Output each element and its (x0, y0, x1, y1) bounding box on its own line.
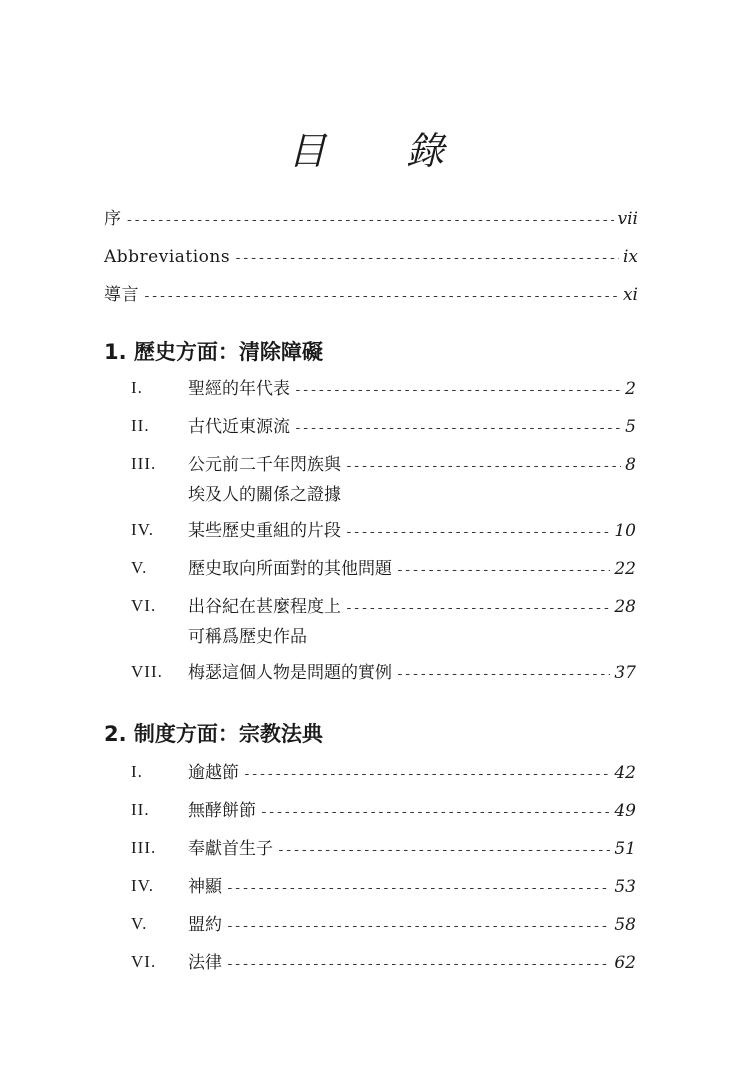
entry-title: 盟約 (188, 915, 222, 935)
leader-dots (345, 456, 621, 478)
toc-page-number: ix (622, 247, 638, 267)
entry-title: 法律 (188, 953, 222, 973)
leader-dots (294, 418, 621, 440)
entry-title-continuation: 埃及人的關係之證據 (188, 485, 341, 505)
entry-numeral: II. (131, 800, 150, 819)
entry-page-number: 10 (614, 521, 636, 541)
leader-dots (345, 522, 610, 544)
toc-label: 導言 (104, 285, 139, 305)
entry-title-continuation: 可稱爲歷史作品 (188, 627, 307, 647)
leader-dots (143, 286, 619, 308)
entry-numeral: I. (131, 762, 143, 781)
leader-dots (396, 560, 610, 582)
entry-page-number: 62 (614, 953, 636, 973)
entry-page-number: 49 (614, 801, 636, 821)
entry-numeral: IV. (131, 876, 154, 895)
entry-page-number: 58 (614, 915, 636, 935)
entry-title: 歷史取向所面對的其他問題 (188, 559, 392, 579)
section-heading: 2. 制度方面：宗教法典 (104, 722, 323, 746)
leader-dots (226, 878, 610, 900)
entry-title: 聖經的年代表 (188, 379, 290, 399)
entry-title: 神顯 (188, 877, 222, 897)
leader-dots (226, 916, 610, 938)
leader-dots (345, 598, 610, 620)
entry-numeral: III. (131, 454, 157, 473)
leader-dots (234, 248, 619, 270)
toc-label: Abbreviations (104, 247, 231, 267)
entry-numeral: V. (131, 558, 148, 577)
entry-title: 出谷紀在甚麼程度上 (188, 597, 341, 617)
entry-page-number: 51 (614, 839, 636, 859)
entry-numeral: VI. (131, 952, 157, 971)
entry-title: 公元前二千年閃族與 (188, 455, 341, 475)
entry-numeral: V. (131, 914, 148, 933)
entry-title: 古代近東源流 (188, 417, 290, 437)
leader-dots (243, 764, 610, 786)
leader-dots (260, 802, 610, 824)
leader-dots (294, 380, 621, 402)
entry-page-number: 5 (625, 417, 636, 437)
leader-dots (277, 840, 610, 862)
entry-numeral: II. (131, 416, 150, 435)
entry-page-number: 8 (625, 455, 636, 475)
toc-page-number: xi (622, 285, 638, 305)
section-heading: 1. 歷史方面：清除障礙 (104, 340, 323, 364)
page-title: 目 錄 (287, 129, 479, 173)
entry-page-number: 37 (614, 663, 636, 683)
entry-title: 梅瑟這個人物是問題的實例 (188, 663, 392, 683)
entry-page-number: 53 (614, 877, 636, 897)
entry-page-number: 22 (614, 559, 636, 579)
entry-numeral: VI. (131, 596, 157, 615)
leader-dots (396, 664, 610, 686)
entry-title: 奉獻首生子 (188, 839, 273, 859)
toc-front-introduction[interactable] (104, 284, 638, 308)
entry-title: 某些歷史重組的片段 (188, 521, 341, 541)
toc-page-number: vii (617, 209, 638, 229)
entry-numeral: III. (131, 838, 157, 857)
entry-numeral: VII. (131, 662, 163, 681)
entry-page-number: 42 (614, 763, 636, 783)
leader-dots (226, 954, 610, 976)
toc-label: 序 (104, 209, 122, 229)
entry-page-number: 2 (625, 379, 636, 399)
toc-front-preface[interactable] (104, 208, 638, 232)
entry-numeral: IV. (131, 520, 154, 539)
toc-front-abbreviations[interactable] (104, 246, 638, 270)
entry-numeral: I. (131, 378, 143, 397)
leader-dots (126, 210, 614, 232)
entry-page-number: 28 (614, 597, 636, 617)
entry-title: 逾越節 (188, 763, 239, 783)
entry-title: 無酵餅節 (188, 801, 256, 821)
